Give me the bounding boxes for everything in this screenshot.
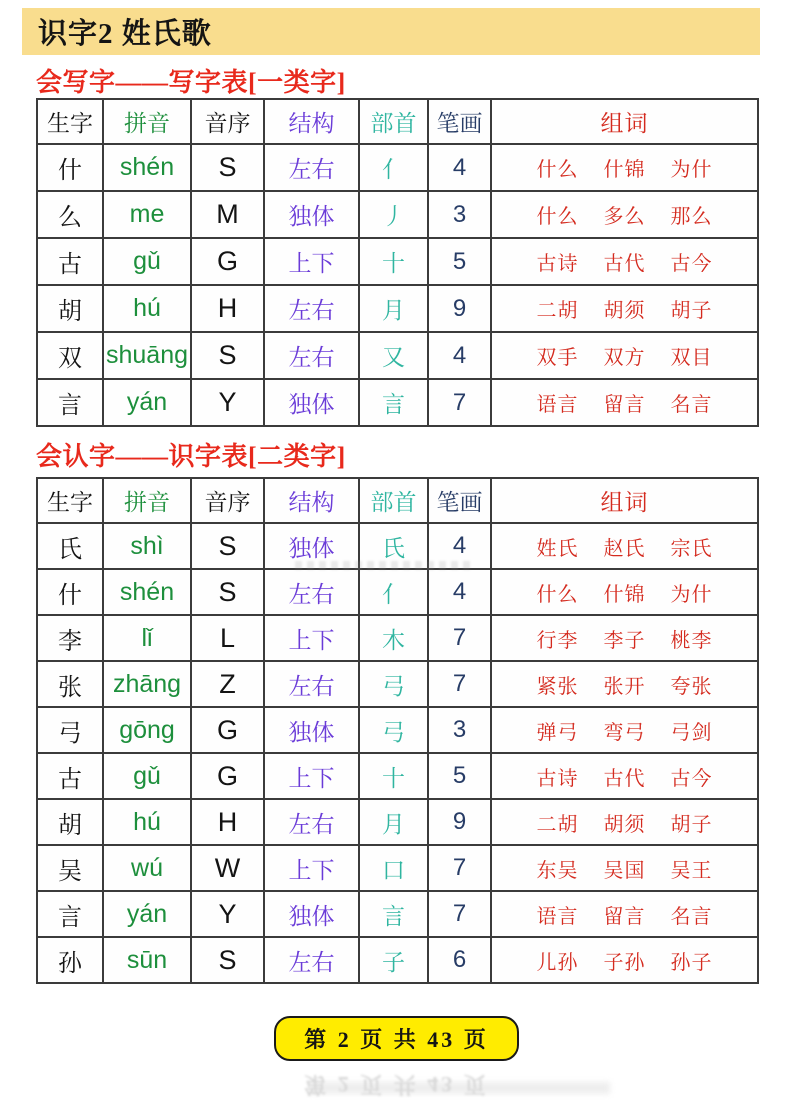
cell-strokes: 6 bbox=[428, 937, 491, 983]
cell-strokes: 4 bbox=[428, 569, 491, 615]
table-row bbox=[37, 191, 758, 238]
cell-pinyin: wú bbox=[103, 845, 191, 891]
cell-pinyin: yán bbox=[103, 379, 191, 426]
column-header-structure: 结构 bbox=[264, 99, 359, 144]
cell-words: 语言 留言 名言 bbox=[491, 891, 758, 937]
cell-initial: G bbox=[191, 238, 264, 285]
cell-char: 孙 bbox=[37, 937, 103, 983]
cell-strokes: 7 bbox=[428, 845, 491, 891]
cell-pinyin: gōng bbox=[103, 707, 191, 753]
column-header-strokes: 笔画 bbox=[428, 99, 491, 144]
cell-char: 吴 bbox=[37, 845, 103, 891]
write-words-table bbox=[36, 98, 759, 427]
cell-initial: Z bbox=[191, 661, 264, 707]
cell-strokes: 7 bbox=[428, 661, 491, 707]
cell-strokes: 3 bbox=[428, 191, 491, 238]
cell-pinyin: gǔ bbox=[103, 238, 191, 285]
column-header-char: 生字 bbox=[37, 478, 103, 523]
cell-char: 古 bbox=[37, 753, 103, 799]
column-header-pinyin: 拼音 bbox=[103, 478, 191, 523]
cell-initial: H bbox=[191, 285, 264, 332]
cell-structure: 左右 bbox=[264, 937, 359, 983]
cell-structure: 独体 bbox=[264, 891, 359, 937]
table-row bbox=[37, 891, 758, 937]
cell-structure: 上下 bbox=[264, 753, 359, 799]
cell-pinyin: me bbox=[103, 191, 191, 238]
header-row bbox=[37, 478, 758, 523]
cell-initial: S bbox=[191, 937, 264, 983]
column-header-initial: 音序 bbox=[191, 478, 264, 523]
cell-words: 古诗 古代 古今 bbox=[491, 238, 758, 285]
cell-words: 什么 什锦 为什 bbox=[491, 144, 758, 191]
cell-radical: 言 bbox=[359, 379, 428, 426]
table-row bbox=[37, 661, 758, 707]
cell-initial: H bbox=[191, 799, 264, 845]
recognize-words-table bbox=[36, 477, 759, 984]
cell-words: 行李 李子 桃李 bbox=[491, 615, 758, 661]
cell-strokes: 9 bbox=[428, 285, 491, 332]
cell-strokes: 3 bbox=[428, 707, 491, 753]
page-number-badge: 第 2 页 共 43 页 bbox=[274, 1016, 519, 1061]
table-row bbox=[37, 332, 758, 379]
cell-radical: 弓 bbox=[359, 707, 428, 753]
cell-structure: 左右 bbox=[264, 144, 359, 191]
cell-words: 语言 留言 名言 bbox=[491, 379, 758, 426]
cell-char: 么 bbox=[37, 191, 103, 238]
column-header-radical: 部首 bbox=[359, 99, 428, 144]
cell-structure: 独体 bbox=[264, 379, 359, 426]
cell-words: 什么 什锦 为什 bbox=[491, 569, 758, 615]
cell-words: 二胡 胡须 胡子 bbox=[491, 799, 758, 845]
cell-char: 张 bbox=[37, 661, 103, 707]
cell-initial: W bbox=[191, 845, 264, 891]
column-header-char: 生字 bbox=[37, 99, 103, 144]
page-title: 识字2 姓氏歌 bbox=[38, 18, 212, 50]
table-row bbox=[37, 523, 758, 569]
cell-char: 李 bbox=[37, 615, 103, 661]
cell-char: 什 bbox=[37, 569, 103, 615]
cell-pinyin: shén bbox=[103, 144, 191, 191]
cell-words: 古诗 古代 古今 bbox=[491, 753, 758, 799]
column-header-structure: 结构 bbox=[264, 478, 359, 523]
cell-pinyin: shì bbox=[103, 523, 191, 569]
column-header-words: 组词 bbox=[491, 478, 758, 523]
table-row bbox=[37, 379, 758, 426]
cell-initial: S bbox=[191, 332, 264, 379]
cell-initial: S bbox=[191, 144, 264, 191]
column-header-words: 组词 bbox=[491, 99, 758, 144]
cell-structure: 上下 bbox=[264, 238, 359, 285]
cell-words: 二胡 胡须 胡子 bbox=[491, 285, 758, 332]
cell-char: 双 bbox=[37, 332, 103, 379]
table-row bbox=[37, 937, 758, 983]
cell-radical: 月 bbox=[359, 799, 428, 845]
cell-structure: 左右 bbox=[264, 661, 359, 707]
cell-strokes: 4 bbox=[428, 332, 491, 379]
cell-structure: 左右 bbox=[264, 285, 359, 332]
cell-strokes: 5 bbox=[428, 753, 491, 799]
table-row bbox=[37, 707, 758, 753]
cell-initial: Y bbox=[191, 891, 264, 937]
cell-radical: 丿 bbox=[359, 191, 428, 238]
cell-radical: 月 bbox=[359, 285, 428, 332]
section-heading-write-words: 会写字——写字表[一类字] bbox=[36, 68, 346, 97]
cell-char: 胡 bbox=[37, 799, 103, 845]
cell-radical: 十 bbox=[359, 238, 428, 285]
cell-words: 姓氏 赵氏 宗氏 bbox=[491, 523, 758, 569]
cell-structure: 独体 bbox=[264, 523, 359, 569]
cell-pinyin: zhāng bbox=[103, 661, 191, 707]
cell-structure: 上下 bbox=[264, 615, 359, 661]
footer bbox=[0, 1016, 793, 1108]
cell-char: 古 bbox=[37, 238, 103, 285]
cell-initial: L bbox=[191, 615, 264, 661]
cell-words: 紧张 张开 夸张 bbox=[491, 661, 758, 707]
cell-char: 弓 bbox=[37, 707, 103, 753]
column-header-radical: 部首 bbox=[359, 478, 428, 523]
cell-char: 氏 bbox=[37, 523, 103, 569]
cell-words: 双手 双方 双目 bbox=[491, 332, 758, 379]
table-row bbox=[37, 615, 758, 661]
table-row bbox=[37, 753, 758, 799]
cell-structure: 左右 bbox=[264, 569, 359, 615]
cell-pinyin: yán bbox=[103, 891, 191, 937]
cell-pinyin: lǐ bbox=[103, 615, 191, 661]
column-header-initial: 音序 bbox=[191, 99, 264, 144]
cell-pinyin: gǔ bbox=[103, 753, 191, 799]
cell-pinyin: sūn bbox=[103, 937, 191, 983]
cell-strokes: 4 bbox=[428, 144, 491, 191]
cell-initial: G bbox=[191, 753, 264, 799]
cell-strokes: 7 bbox=[428, 615, 491, 661]
cell-initial: G bbox=[191, 707, 264, 753]
cell-strokes: 7 bbox=[428, 891, 491, 937]
cell-pinyin: shuāng bbox=[103, 332, 191, 379]
table-row bbox=[37, 845, 758, 891]
cell-pinyin: hú bbox=[103, 285, 191, 332]
cell-initial: M bbox=[191, 191, 264, 238]
cell-radical: 口 bbox=[359, 845, 428, 891]
cell-words: 什么 多么 那么 bbox=[491, 191, 758, 238]
cell-radical: 弓 bbox=[359, 661, 428, 707]
cell-structure: 左右 bbox=[264, 332, 359, 379]
cell-radical: 子 bbox=[359, 937, 428, 983]
cell-structure: 独体 bbox=[264, 191, 359, 238]
cell-initial: S bbox=[191, 569, 264, 615]
cell-radical: 亻 bbox=[359, 144, 428, 191]
cell-radical: 十 bbox=[359, 753, 428, 799]
cell-structure: 独体 bbox=[264, 707, 359, 753]
cell-pinyin: shén bbox=[103, 569, 191, 615]
cell-initial: S bbox=[191, 523, 264, 569]
cell-char: 言 bbox=[37, 379, 103, 426]
cell-radical: 言 bbox=[359, 891, 428, 937]
table-row bbox=[37, 799, 758, 845]
cell-strokes: 9 bbox=[428, 799, 491, 845]
cell-words: 儿孙 子孙 孙子 bbox=[491, 937, 758, 983]
cell-strokes: 4 bbox=[428, 523, 491, 569]
cell-structure: 左右 bbox=[264, 799, 359, 845]
cell-strokes: 5 bbox=[428, 238, 491, 285]
page-number-reflection: 第 2 页 共 43 页 bbox=[304, 1072, 489, 1097]
cell-words: 东吴 吴国 吴王 bbox=[491, 845, 758, 891]
cell-radical: 木 bbox=[359, 615, 428, 661]
column-header-strokes: 笔画 bbox=[428, 478, 491, 523]
column-header-pinyin: 拼音 bbox=[103, 99, 191, 144]
cell-pinyin: hú bbox=[103, 799, 191, 845]
table-row bbox=[37, 238, 758, 285]
table-row bbox=[37, 285, 758, 332]
table-row bbox=[37, 569, 758, 615]
cell-char: 什 bbox=[37, 144, 103, 191]
cell-words: 弹弓 弯弓 弓剑 bbox=[491, 707, 758, 753]
cell-char: 言 bbox=[37, 891, 103, 937]
cell-radical: 氏 bbox=[359, 523, 428, 569]
cell-radical: 又 bbox=[359, 332, 428, 379]
page-title-banner bbox=[22, 8, 760, 55]
cell-initial: Y bbox=[191, 379, 264, 426]
cell-strokes: 7 bbox=[428, 379, 491, 426]
section-heading-recognize-words: 会认字——识字表[二类字] bbox=[36, 442, 346, 471]
table-row bbox=[37, 144, 758, 191]
cell-structure: 上下 bbox=[264, 845, 359, 891]
cell-char: 胡 bbox=[37, 285, 103, 332]
cell-radical: 亻 bbox=[359, 569, 428, 615]
header-row bbox=[37, 99, 758, 144]
